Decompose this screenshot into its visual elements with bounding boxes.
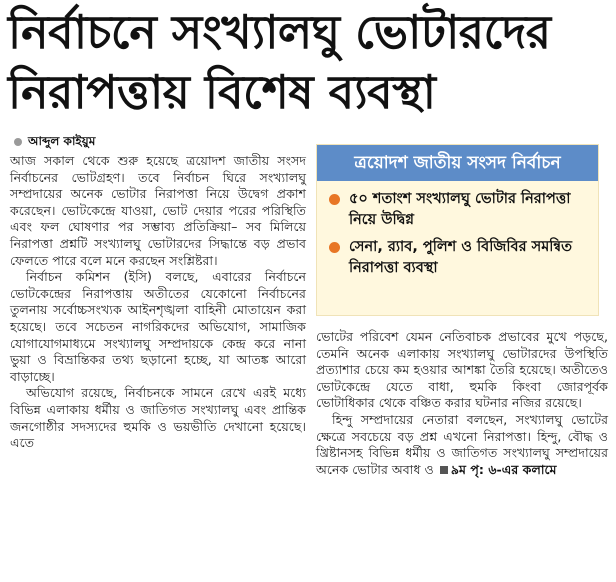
highlight-bullet bbox=[327, 189, 590, 231]
continuation-note bbox=[438, 462, 557, 477]
paragraph: আজ সকাল থেকে শুরু হয়েছে ত্রয়োদশ জাতীয় সংসদ নির্বাচনের ভোটগ্রহণ। তবে নির্বাচন ঘিরে সংখ্যালঘু সম্প্রদায়ের অনেক ভোটার নিরাপত্তা নিয়ে উদ্বেগ প্রকাশ করেছেন। ভোটকেন্দ্রে যাওয়া, ভোট দেয়ার পরের পরিস্থিতি এবং ফল ঘোষণার পর সম্ভাব্য প্রতিক্রিয়া– সব মিলিয়ে নিরাপত্তা প্রশ্নটি সংখ্যালঘু ভোটারদের সিদ্ধান্তে বড় প্রভাব ফেলতে পারে বলে মনে করছেন সংশ্লিষ্টরা। bbox=[10, 153, 306, 268]
paragraph: অভিযোগ রয়েছে, নির্বাচনকে সামনে রেখে এরই মধ্যে বিভিন্ন এলাকায় ধর্মীয় ও জাতিগত সংখ্যালঘু এবং প্রান্তিক জনগোষ্ঠীর সদস্যদের হুমকি ও ভয়ভীতি দেখানো হয়েছে। এতে bbox=[10, 385, 306, 451]
bullet-dot-icon bbox=[329, 242, 340, 253]
highlight-bullet-text: ৫০ শতাংশ সংখ্যালঘু ভোটার নিরাপত্তা নিয়ে উদ্বিগ্ন bbox=[349, 191, 571, 228]
byline-bullet-icon bbox=[14, 138, 22, 146]
bullet-dot-icon bbox=[329, 194, 340, 205]
right-column bbox=[316, 329, 608, 478]
highlight-bullet-text: সেনা, র‍্যাব, পুলিশ ও বিজিবির সমন্বিত নিরাপত্তা ব্যবস্থা bbox=[349, 239, 572, 276]
highlight-box bbox=[316, 144, 599, 316]
highlight-bullets bbox=[317, 181, 598, 279]
byline bbox=[14, 133, 95, 153]
continuation-text: ৯ম পৃ: ৬-এর কলামে bbox=[450, 461, 557, 477]
headline bbox=[8, 2, 608, 122]
headline-line-2: নিরাপত্তায় বিশেষ ব্যবস্থা bbox=[8, 65, 436, 119]
left-column bbox=[10, 153, 306, 452]
square-bullet-icon bbox=[440, 466, 448, 474]
headline-line-1: নির্বাচনে সংখ্যালঘু ভোটারদের bbox=[8, 5, 551, 59]
paragraph: ভোটের পরিবেশ যেমন নেতিবাচক প্রভাবের মুখে পড়ছে, তেমনি অনেক এলাকায় সংখ্যালঘু ভোটারদের উপস্থিতি প্রত্যাশার চেয়ে কম হওয়ার আশঙ্কা তৈরি হয়েছে। অতীতেও ভোটকেন্দ্রে যেতে বাধা, হুমকি কিংবা জোরপূর্বক ভোটাধিকার থেকে বঞ্চিত করার ঘটনার নজির রয়েছে। bbox=[316, 329, 608, 411]
highlight-bullet bbox=[327, 237, 590, 279]
paragraph-text: হিন্দু সম্প্রদায়ের নেতারা বলছেন, সংখ্যালঘু ভোটের ক্ষেত্রে সবচেয়ে বড় প্রশ্ন এখনো নিরাপত্তা। হিন্দু, বৌদ্ধ ও খ্রিষ্টানসহ বিভিন্ন ধর্মীয় ও জাতিগত সংখ্যালঘু সম্প্রদায়ের অনেক ভোটার অবাধ ও bbox=[316, 411, 608, 477]
highlight-box-title: ত্রয়োদশ জাতীয় সংসদ নির্বাচন bbox=[317, 145, 598, 181]
byline-author: আব্দুল কাইয়ুম bbox=[28, 134, 96, 148]
paragraph: নির্বাচন কমিশন (ইসি) বলছে, এবারের নির্বাচনে ভোটকেন্দ্রের নিরাপত্তায় অতীতের যেকোনো নির্বাচনের তুলনায় সর্বোচ্চসংখ্যক আইনশৃঙ্খলা বাহিনী মোতায়েন করা হয়েছে। তবে সচেতন নাগরিকদের অভিযোগ, সামাজিক যোগাযোগমাধ্যমে সংখ্যালঘু সম্প্রদায়কে কেন্দ্র করে নানা ভুয়া ও বিভ্রান্তিকর তথ্য ছড়ানো হচ্ছে, যা আতঙ্ক আরো বাড়াচ্ছে। bbox=[10, 269, 306, 384]
paragraph bbox=[316, 412, 608, 478]
